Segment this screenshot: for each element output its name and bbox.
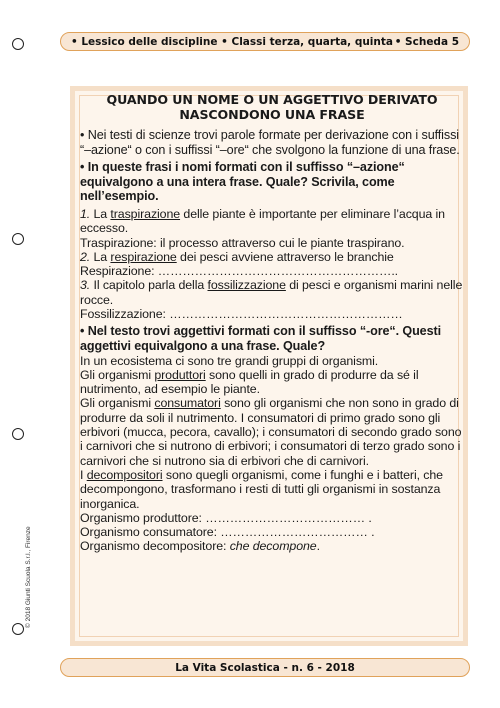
copyright-notice: © 2018 Giunti Scuola S.r.l., Firenze	[25, 526, 32, 628]
worksheet-title	[80, 92, 464, 122]
section-2-paragraph-1: In un ecosistema ci sono tre grandi gruppi di organismi.	[80, 353, 379, 368]
answer-decomposer-value: che decompone	[229, 539, 317, 554]
exercise-1-word: traspirazione	[110, 206, 181, 221]
answer-consumer[interactable]: Organismo consumatore: ……………………………… .	[80, 525, 375, 540]
exercise-1-post: delle piante è importante per eliminare l’acqua in eccesso.	[80, 206, 445, 236]
p3-post: sono gli organismi che non sono in grado di produrre da soli il nutrimento. I consumatori di primo grado sono gli erbivori (mucca, pecora, cavallo); i consumatori di secondo grado sono i carnivori che si nutrono di erbivori; i consumatori di terzo grado sono i carnivori che si nutrono sia di erbivori che di carnivori.	[80, 396, 462, 468]
section-2-paragraph-2	[80, 368, 464, 397]
exercise-2-pre: La	[90, 249, 111, 264]
header-left: • Lessico delle discipline • Classi terza, quarta, quinta	[71, 35, 393, 48]
p3-word: consumatori	[154, 396, 221, 411]
exercise-1-answer: Traspirazione: il processo attraverso cui le piante traspirano.	[80, 235, 405, 250]
header-right: • Scheda 5	[394, 35, 459, 48]
title-line-2: NASCONDONO UNA FRASE	[179, 107, 365, 122]
exercise-3	[80, 278, 464, 307]
exercise-1-number: 1.	[80, 206, 91, 221]
p2-post: sono quelli in grado di produrre da sé il nutrimento, ad esempio le piante.	[80, 367, 419, 397]
footer-text: La Vita Scolastica - n. 6 - 2018	[175, 661, 355, 674]
exercise-2-answer[interactable]: Respirazione: …………………………………………………..	[80, 264, 399, 279]
header-bar	[60, 32, 470, 51]
exercise-1-pre: La	[90, 206, 111, 221]
exercise-2-word: respirazione	[110, 249, 177, 264]
exercise-2	[80, 250, 464, 264]
worksheet-content	[80, 91, 464, 554]
exercise-3-word: fossilizzazione	[207, 278, 286, 293]
exercise-3-answer[interactable]: Fossilizzazione: …………………………………………………	[80, 307, 403, 322]
answer-producer[interactable]: Organismo produttore: ………………………………… .	[80, 510, 372, 525]
p4-word: decompositori	[86, 467, 163, 482]
section-2-paragraph-3	[80, 396, 464, 467]
answer-decomposer-label: Organismo decompositore:	[80, 539, 230, 554]
p2-pre: Gli organismi	[80, 367, 155, 382]
answer-decomposer-end: .	[316, 539, 320, 554]
footer-bar	[60, 658, 470, 677]
p3-pre: Gli organismi	[80, 396, 155, 411]
title-line-1: QUANDO UN NOME O UN AGGETTIVO DERIVATO	[106, 92, 438, 107]
exercise-2-post: dei pesci avviene attraverso le branchie	[176, 249, 394, 264]
answer-decomposer	[80, 539, 464, 553]
exercise-3-pre: Il capitolo parla della	[90, 278, 208, 293]
section-2-paragraph-4	[80, 468, 464, 511]
exercise-1	[80, 207, 464, 236]
p2-word: produttori	[154, 367, 206, 382]
binder-hole-4	[12, 623, 24, 635]
p4-post: sono quegli organismi, come i funghi e i batteri, che decompongono, trasformano i resti di tutti gli organismi in sostanza inorganica.	[80, 467, 443, 511]
exercise-3-post: di pesci e organismi marini nelle rocce.	[80, 278, 463, 307]
intro-bullet-1: • Nei testi di scienze trovi parole formate per derivazione con i suffissi “–azione“ o con i suffissi “–ore“ che svolgono la funzione di una frase.	[80, 128, 460, 157]
binder-hole-1	[12, 38, 24, 50]
p4-pre: I	[80, 467, 87, 482]
section-2-bullet: • Nel testo trovi aggettivi formati con il suffisso “-ore“. Questi aggettivi equivalgono a una frase. Quale?	[80, 324, 441, 353]
exercise-3-number: 3.	[80, 278, 91, 293]
binder-hole-2	[12, 233, 24, 245]
exercise-2-number: 2.	[80, 249, 91, 264]
binder-hole-3	[12, 428, 24, 440]
intro-bullet-2: • In queste frasi i nomi formati con il suffisso “–azione“ equivalgono a una intera frase. Quale? Scrivila, come nell’esempio.	[80, 160, 405, 204]
